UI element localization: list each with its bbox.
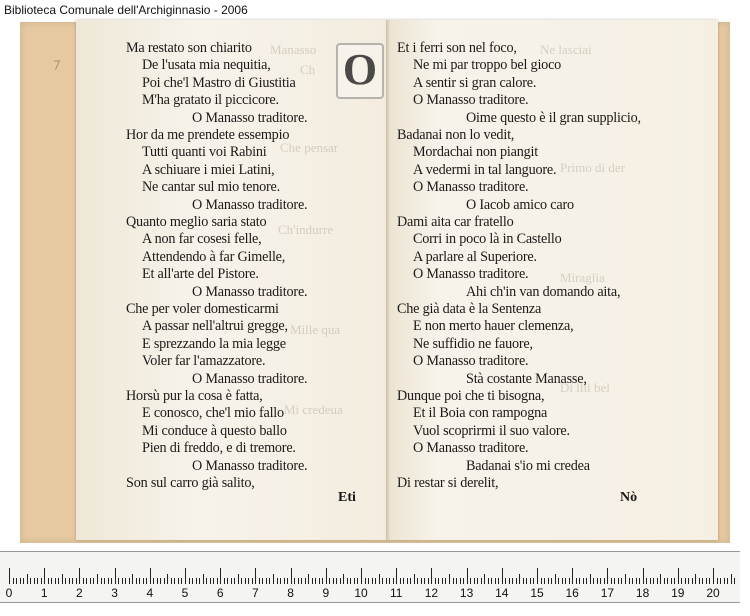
verse-line: Ma restato son chiarito	[126, 40, 252, 56]
ruler-tick	[319, 578, 320, 584]
verse-line: Pien di freddo, e di tremore.	[142, 440, 296, 457]
ruler-tick	[354, 578, 355, 584]
verse-line: A sentir si gran calore.	[413, 74, 537, 91]
ruler-tick	[30, 578, 31, 584]
ruler-tick	[322, 578, 323, 584]
ruler-tick	[393, 578, 394, 584]
verse-line: Badanai non lo vedit,	[397, 127, 515, 143]
left-catchword: Eti	[338, 490, 356, 505]
ruler-label: 0	[5, 586, 13, 600]
verse-line: O Manasso traditore.	[413, 179, 529, 196]
bleed-through: Ne lasciai	[540, 42, 592, 57]
ruler-tick	[245, 578, 246, 584]
verse-line: Tutti quanti voi Rabini	[142, 144, 267, 161]
ruler-tick	[562, 578, 563, 584]
measurement-ruler	[0, 551, 740, 603]
ruler-tick	[541, 578, 542, 584]
ruler-tick	[481, 578, 482, 584]
page-fold	[386, 20, 390, 540]
ruler-tick	[129, 578, 130, 584]
ruler-tick	[72, 578, 73, 584]
ruler-tick	[231, 578, 232, 584]
ruler-tick	[350, 578, 351, 584]
ruler-tick	[336, 578, 337, 584]
ruler-tick	[495, 578, 496, 584]
ruler-tick	[227, 578, 228, 584]
ruler-tick	[692, 578, 693, 584]
ruler-label: 15	[530, 586, 544, 600]
ruler-tick	[83, 578, 84, 584]
ruler-tick	[312, 578, 313, 584]
verse-line: A passar nell'altrui gregge,	[142, 318, 288, 335]
verse-line: Stà costante Manasse,	[466, 370, 587, 387]
ruler-tick	[502, 568, 503, 584]
ruler-tick	[678, 568, 679, 584]
ruler-tick	[308, 574, 309, 584]
bleed-through: Miraglia	[560, 270, 605, 285]
verse-line: Badanai s'io mi credea	[466, 457, 590, 474]
verse-line: Che già data è la Sentenza	[397, 301, 542, 317]
ruler-tick	[343, 574, 344, 584]
ruler-tick	[717, 578, 718, 584]
verse-line: E conosco, che'l mio fallo	[142, 405, 284, 422]
ruler-tick	[301, 578, 302, 584]
ruler-tick	[143, 578, 144, 584]
ruler-tick	[386, 578, 387, 584]
verse-line: Hor da me prendete essempio	[126, 127, 290, 143]
verse-line: Corri in poco là in Castello	[413, 231, 562, 248]
ruler-tick	[111, 578, 112, 584]
ruler-tick	[512, 578, 513, 584]
ruler-tick	[604, 578, 605, 584]
verse-line: O Manasso traditore.	[192, 109, 308, 126]
ruler-label: 7	[252, 586, 259, 600]
right-catchword: Nò	[620, 490, 638, 505]
ruler-tick	[453, 578, 454, 584]
ruler-tick	[407, 578, 408, 584]
verse-line: E sprezzando la mia legge	[142, 335, 286, 352]
ruler-tick	[234, 578, 235, 584]
ruler-tick	[569, 578, 570, 584]
ruler-label: 18	[635, 586, 650, 600]
ruler-tick	[600, 578, 601, 584]
ruler-tick	[681, 578, 682, 584]
ruler-label: 6	[216, 586, 224, 600]
ruler-tick	[400, 578, 401, 584]
ruler-tick	[442, 578, 443, 584]
ruler-tick	[174, 578, 175, 584]
ruler-tick	[178, 578, 179, 584]
verse-line: Che per voler domesticarmi	[126, 301, 279, 317]
ruler-tick	[720, 578, 721, 584]
ruler-tick	[449, 574, 450, 584]
ruler-label: 19	[671, 586, 685, 600]
ruler-tick	[41, 578, 42, 584]
verse-line: Quanto meglio saria stato	[126, 214, 267, 230]
ruler-tick	[217, 578, 218, 584]
verse-line: O Manasso traditore.	[413, 92, 529, 109]
ruler-tick	[477, 578, 478, 584]
verse-line: M'ha gratato il piccicore.	[142, 92, 279, 109]
ruler-tick	[533, 578, 534, 584]
ruler-tick	[298, 578, 299, 584]
ruler-tick	[365, 578, 366, 584]
verse-line: O Manasso traditore.	[413, 353, 529, 370]
ruler-tick	[220, 568, 221, 584]
ruler-tick	[326, 568, 327, 584]
verse-line: Poi che'l Mastro di Giustitia	[142, 74, 296, 91]
ruler-label: 8	[287, 586, 294, 600]
ruler-tick	[16, 578, 17, 584]
ruler-tick	[55, 578, 56, 584]
ruler-label: 5	[181, 586, 189, 600]
ruler-tick	[347, 578, 348, 584]
ruler-tick	[625, 574, 626, 584]
verse-line: Mordachai non piangit	[413, 144, 539, 161]
ruler-tick	[498, 578, 499, 584]
ruler-tick	[621, 578, 622, 584]
verse-line: Et all'arte del Pistore.	[142, 266, 259, 283]
ruler-tick	[417, 578, 418, 584]
ruler-tick	[484, 574, 485, 584]
ruler-tick	[13, 578, 14, 584]
ruler-tick	[456, 578, 457, 584]
ruler-tick	[375, 578, 376, 584]
ruler-tick	[646, 578, 647, 584]
ruler-tick	[709, 578, 710, 584]
ruler-tick	[160, 578, 161, 584]
ruler-tick	[607, 568, 608, 584]
ruler-tick	[435, 578, 436, 584]
verse-line: Dunque poi che ti bisogna,	[397, 388, 545, 404]
ruler-tick	[104, 578, 105, 584]
ruler-label: 10	[354, 586, 368, 600]
ruler-tick	[357, 578, 358, 584]
verse-line: Vuol scoprirmi il suo valore.	[413, 422, 570, 439]
ruler-tick	[241, 578, 242, 584]
ruler-tick	[291, 568, 292, 584]
ruler-tick	[361, 568, 362, 584]
ruler-tick	[65, 578, 66, 584]
verse-line: Oime questo è il gran supplicio,	[466, 109, 641, 126]
ruler-tick	[579, 578, 580, 584]
ruler-tick	[657, 578, 658, 584]
ruler-tick	[259, 578, 260, 584]
verse-line: Di restar si derelit,	[397, 475, 499, 491]
ruler-tick	[27, 574, 28, 584]
ruler-tick	[474, 578, 475, 584]
ruler-tick	[460, 578, 461, 584]
ruler-tick	[688, 578, 689, 584]
ruler-label: 13	[459, 586, 474, 600]
ruler-tick	[438, 578, 439, 584]
library-credit: Biblioteca Comunale dell'Archiginnasio - 2006	[4, 3, 248, 17]
ruler-tick	[340, 578, 341, 584]
ruler-tick	[667, 578, 668, 584]
ruler-tick	[171, 578, 172, 584]
verse-line: A parlare al Superiore.	[413, 248, 537, 265]
ruler-tick	[618, 578, 619, 584]
ruler-tick	[44, 568, 45, 584]
bleed-through: Ch	[300, 62, 316, 77]
ruler-tick	[526, 578, 527, 584]
ruler-tick	[213, 578, 214, 584]
ruler-tick	[329, 578, 330, 584]
ruler-tick	[727, 578, 728, 584]
ruler-tick	[79, 568, 80, 584]
ruler-tick	[572, 568, 573, 584]
verse-line: Son sul carro già salito,	[126, 475, 255, 491]
ruler-tick	[713, 568, 714, 584]
ruler-tick	[410, 578, 411, 584]
verse-line: Voler far l'amazzatore.	[142, 353, 266, 370]
ruler-tick	[122, 578, 123, 584]
bleed-through: Ch'indurre	[278, 222, 334, 237]
ruler-tick	[470, 578, 471, 584]
ruler-tick	[516, 578, 517, 584]
ruler-label: 16	[565, 586, 579, 600]
ruler-tick	[491, 578, 492, 584]
verse-line: A schiuare i miei Latini,	[142, 161, 275, 178]
ruler-label: 17	[600, 586, 615, 600]
ruler-tick	[544, 578, 545, 584]
ruler-tick	[611, 578, 612, 584]
ruler-tick	[273, 574, 274, 584]
ruler-tick	[189, 578, 190, 584]
ruler-tick	[368, 578, 369, 584]
ruler-tick	[305, 578, 306, 584]
ruler-tick	[583, 578, 584, 584]
ruler-tick	[421, 578, 422, 584]
bleed-through: Che pensar	[280, 140, 339, 155]
ruler-label: 1	[40, 586, 48, 600]
ruler-tick	[593, 578, 594, 584]
verse-line: A non far cosesi felle,	[142, 231, 262, 248]
verse-line: O Manasso traditore.	[413, 440, 529, 457]
ruler-tick	[731, 574, 732, 584]
ruler-tick	[590, 574, 591, 584]
ruler-tick	[685, 578, 686, 584]
bleed-through: Manasso	[270, 42, 317, 57]
ruler-tick	[118, 578, 119, 584]
ruler-tick	[20, 578, 21, 584]
ruler-tick	[164, 578, 165, 584]
ruler-tick	[255, 568, 256, 584]
ruler-tick	[132, 574, 133, 584]
ruler-tick	[379, 574, 380, 584]
ruler-tick	[734, 578, 735, 584]
ruler-tick	[558, 578, 559, 584]
ruler-tick	[509, 578, 510, 584]
bleed-through: Primo di der	[560, 160, 625, 175]
verse-line: Et il Boia con rampogna	[413, 405, 548, 422]
ruler-label: 3	[111, 586, 118, 600]
ruler-tick	[167, 574, 168, 584]
ruler-tick	[674, 578, 675, 584]
ruler-tick	[488, 578, 489, 584]
ruler-tick	[632, 578, 633, 584]
ruler-tick	[699, 578, 700, 584]
ruler-tick	[115, 568, 116, 584]
ruler-tick	[9, 568, 10, 584]
ruler-tick	[523, 578, 524, 584]
ruler-tick	[37, 578, 38, 584]
ruler-tick	[671, 578, 672, 584]
ruler-tick	[86, 578, 87, 584]
ruler-tick	[192, 578, 193, 584]
ruler-tick	[695, 574, 696, 584]
ruler-tick	[315, 578, 316, 584]
ruler-tick	[248, 578, 249, 584]
ruler-tick	[551, 578, 552, 584]
verse-line: O Manasso traditore.	[192, 283, 308, 300]
ruler-tick	[653, 578, 654, 584]
bleed-through: Di llli bel	[560, 380, 610, 395]
ruler-tick	[34, 578, 35, 584]
ruler-tick	[196, 578, 197, 584]
ruler-label: 11	[389, 586, 403, 600]
verse-line: Horsù pur la cosa è fatta,	[126, 388, 263, 404]
ruler-tick	[157, 578, 158, 584]
ruler-tick	[467, 568, 468, 584]
ruler-tick	[636, 578, 637, 584]
ruler-tick	[58, 578, 59, 584]
ruler-tick	[650, 578, 651, 584]
verse-line: Ne cantar sul mio tenore.	[142, 179, 281, 196]
ruler-tick	[505, 578, 506, 584]
ruler-tick	[150, 568, 151, 584]
ruler-tick	[565, 578, 566, 584]
ruler-tick	[153, 578, 154, 584]
ruler-tick	[139, 578, 140, 584]
ruler-label: 20	[706, 586, 720, 600]
ruler-label: 2	[76, 586, 83, 600]
ruler-tick	[97, 574, 98, 584]
ruler-tick	[389, 578, 390, 584]
verse-line: O Manasso traditore.	[413, 266, 529, 283]
verse-line: A vedermi in tal languore.	[413, 161, 557, 178]
ruler-tick	[643, 568, 644, 584]
ruler-tick	[108, 578, 109, 584]
ruler-tick	[287, 578, 288, 584]
ruler-tick	[199, 578, 200, 584]
verse-line: O Manasso traditore.	[192, 457, 308, 474]
ruler-tick	[660, 574, 661, 584]
ruler-tick	[586, 578, 587, 584]
ruler-tick	[284, 578, 285, 584]
ruler-tick	[269, 578, 270, 584]
ruler-tick	[62, 574, 63, 584]
ruler-tick	[463, 578, 464, 584]
ruler-tick	[424, 578, 425, 584]
ruler-tick	[262, 578, 263, 584]
verse-line: Attendendo à far Gimelle,	[142, 248, 286, 265]
ruler-tick	[76, 578, 77, 584]
ruler-label: 9	[322, 586, 330, 600]
ruler-tick	[664, 578, 665, 584]
ruler-tick	[530, 578, 531, 584]
bleed-through: Mille qua	[290, 322, 341, 337]
ruler-tick	[206, 578, 207, 584]
ruler-tick	[519, 574, 520, 584]
ruler-tick	[333, 578, 334, 584]
ruler-tick	[294, 578, 295, 584]
ruler-tick	[210, 578, 211, 584]
verse-line: O Manasso traditore.	[192, 196, 308, 213]
ruler-tick	[238, 574, 239, 584]
ruler-tick	[548, 578, 549, 584]
verse-line: Ahi ch'in van domando aita,	[466, 283, 621, 300]
ruler-tick	[224, 578, 225, 584]
ruler-label: 12	[424, 586, 439, 600]
verse-line: E non merto hauer clemenza,	[413, 318, 574, 335]
ruler-tick	[706, 578, 707, 584]
verse-line: Mi conduce à questo ballo	[142, 422, 287, 439]
ruler-tick	[537, 568, 538, 584]
ruler-tick	[93, 578, 94, 584]
verse-line: Dami aita car fratello	[397, 214, 514, 230]
ruler-tick	[90, 578, 91, 584]
ruler-tick	[101, 578, 102, 584]
ruler-tick	[576, 578, 577, 584]
ruler-tick	[414, 574, 415, 584]
verse-line: O Manasso traditore.	[192, 370, 308, 387]
ruler-label: 14	[495, 586, 509, 600]
ruler-tick	[48, 578, 49, 584]
ruler-tick	[372, 578, 373, 584]
ruler-tick	[185, 568, 186, 584]
ruler-tick	[266, 578, 267, 584]
ruler-tick	[181, 578, 182, 584]
verse-line: De l'usata mia nequitia,	[142, 57, 271, 74]
ruler-tick	[146, 578, 147, 584]
verse-line: Et i ferri son nel foco,	[397, 40, 517, 56]
ruler-tick	[629, 578, 630, 584]
ruler-tick	[724, 578, 725, 584]
ruler-tick	[396, 568, 397, 584]
ruler-tick	[277, 578, 278, 584]
ruler-tick	[382, 578, 383, 584]
ruler-tick	[280, 578, 281, 584]
ruler-tick	[136, 578, 137, 584]
ruler-tick	[639, 578, 640, 584]
ruler-tick	[614, 578, 615, 584]
ruler-tick	[23, 578, 24, 584]
ruler-tick	[69, 578, 70, 584]
ruler-tick	[428, 578, 429, 584]
ruler-tick	[51, 578, 52, 584]
ruler-tick	[125, 578, 126, 584]
drop-cap-letter: O	[336, 43, 384, 99]
ruler-tick	[403, 578, 404, 584]
verse-line: Ne suffidio ne fauore,	[413, 335, 533, 352]
stain-mark: ⁊	[52, 57, 59, 72]
ruler-tick	[445, 578, 446, 584]
ruler-tick	[431, 568, 432, 584]
ruler-tick	[597, 578, 598, 584]
ruler-tick	[203, 574, 204, 584]
bleed-through: Mi credeua	[284, 402, 343, 417]
ruler-tick	[555, 574, 556, 584]
ruler-label: 4	[146, 586, 154, 600]
verse-line: O Iacob amico caro	[466, 196, 574, 213]
verse-line: Ne mi par troppo bel gioco	[413, 57, 562, 74]
ruler-tick	[252, 578, 253, 584]
ruler-tick	[702, 578, 703, 584]
